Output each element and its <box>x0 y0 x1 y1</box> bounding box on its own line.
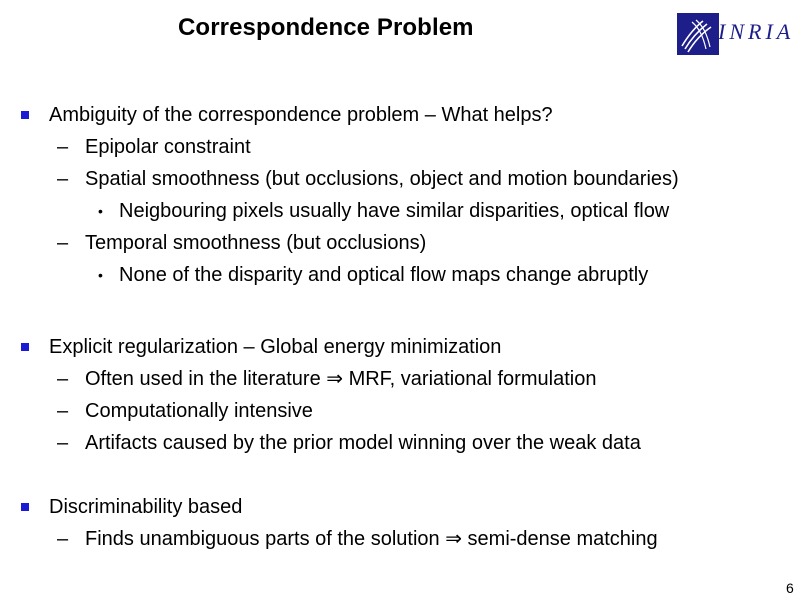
bullet-text: None of the disparity and optical flow maps change abruptly <box>119 264 649 286</box>
page-number: 6 <box>786 580 794 596</box>
bullet-text: Artifacts caused by the prior model winning over the weak data <box>85 432 641 454</box>
bullet-text: Neigbouring pixels usually have similar disparities, optical flow <box>119 200 670 222</box>
dash-bullet-icon: – <box>57 400 69 422</box>
dash-bullet-icon: – <box>57 432 69 454</box>
bullet-text: Spatial smoothness (but occlusions, object and motion boundaries) <box>85 168 679 190</box>
dot-bullet-icon: • <box>98 267 103 283</box>
bullet-text: Epipolar constraint <box>85 136 251 158</box>
dash-bullet-icon: – <box>57 368 69 390</box>
bullet-text: Discriminability based <box>49 496 243 518</box>
bullet-item <box>98 263 649 287</box>
dash-bullet-icon: – <box>57 232 69 254</box>
bullet-item <box>57 399 313 423</box>
square-bullet-icon <box>21 111 29 119</box>
square-bullet-icon <box>21 503 29 511</box>
bullet-text: Explicit regularization – Global energy minimization <box>49 336 502 358</box>
bullet-text: Often used in the literature ⇒ MRF, variational formulation <box>85 368 597 390</box>
dot-bullet-icon: • <box>98 203 103 219</box>
dash-bullet-icon: – <box>57 528 69 550</box>
bullet-item <box>49 495 242 519</box>
slide-title: Correspondence Problem <box>178 14 474 41</box>
bullet-item <box>57 367 597 391</box>
dash-bullet-icon: – <box>57 136 69 158</box>
bullet-item <box>57 167 679 191</box>
bullet-item <box>49 335 501 359</box>
square-bullet-icon <box>21 343 29 351</box>
bullet-item <box>57 431 641 455</box>
bullet-text: Temporal smoothness (but occlusions) <box>85 232 427 254</box>
bullet-item <box>57 527 658 551</box>
logo-text: INRIA <box>718 19 795 44</box>
bullet-item <box>98 199 670 223</box>
bullet-text: Computationally intensive <box>85 400 313 422</box>
bullet-text: Finds unambiguous parts of the solution ⇒ semi-dense matching <box>85 528 658 550</box>
bullet-text: Ambiguity of the correspondence problem – What helps? <box>49 104 553 126</box>
dash-bullet-icon: – <box>57 168 69 190</box>
bullet-item <box>49 103 553 127</box>
bullet-item <box>57 231 427 255</box>
bullet-item <box>57 135 251 159</box>
